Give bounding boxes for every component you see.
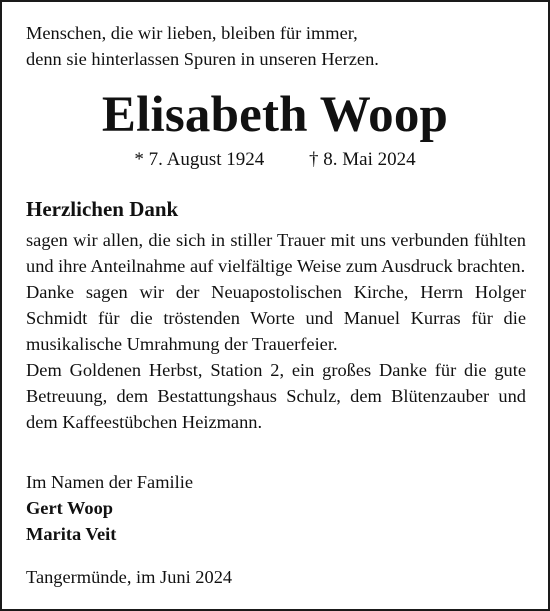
thanks-paragraph: sagen wir allen, die sich in stiller Trauer mit uns verbunden fühlten und ihre Anteilnahme auf vielfältige Weise zum Ausdruck brachten. [26,230,526,276]
death-date: † 8. Mai 2024 [309,149,416,170]
thanks-paragraph: Danke sagen wir der Neuapostolischen Kirche, Herrn Holger Schmidt für die tröstenden Worte und Manuel Kurras für die musikalische Umrahmung der Trauerfeier. [26,282,526,354]
memorial-motto [26,20,526,72]
family-signoff [26,469,193,547]
motto-line-2: denn sie hinterlassen Spuren in unseren Herzen. [26,49,379,69]
thanks-text [26,227,526,435]
life-dates [2,147,548,173]
signoff-name: Gert Woop [26,498,114,518]
deceased-name: Elisabeth Woop [101,87,449,143]
thanks-heading: Herzlichen Dank [26,197,179,221]
place-and-date: Tangermünde, im Juni 2024 [26,567,233,587]
signoff-intro: Im Namen der Familie [26,472,193,492]
thanks-paragraph: Dem Goldenen Herbst, Station 2, ein großes Danke für die gute Betreuung, dem Bestattungshaus Schulz, dem Blütenzauber und dem Kaffeestübchen Heizmann. [26,360,526,432]
signoff-name: Marita Veit [26,524,117,544]
birth-date: * 7. August 1924 [134,149,265,170]
motto-line-1: Menschen, die wir lieben, bleiben für immer, [26,23,358,43]
